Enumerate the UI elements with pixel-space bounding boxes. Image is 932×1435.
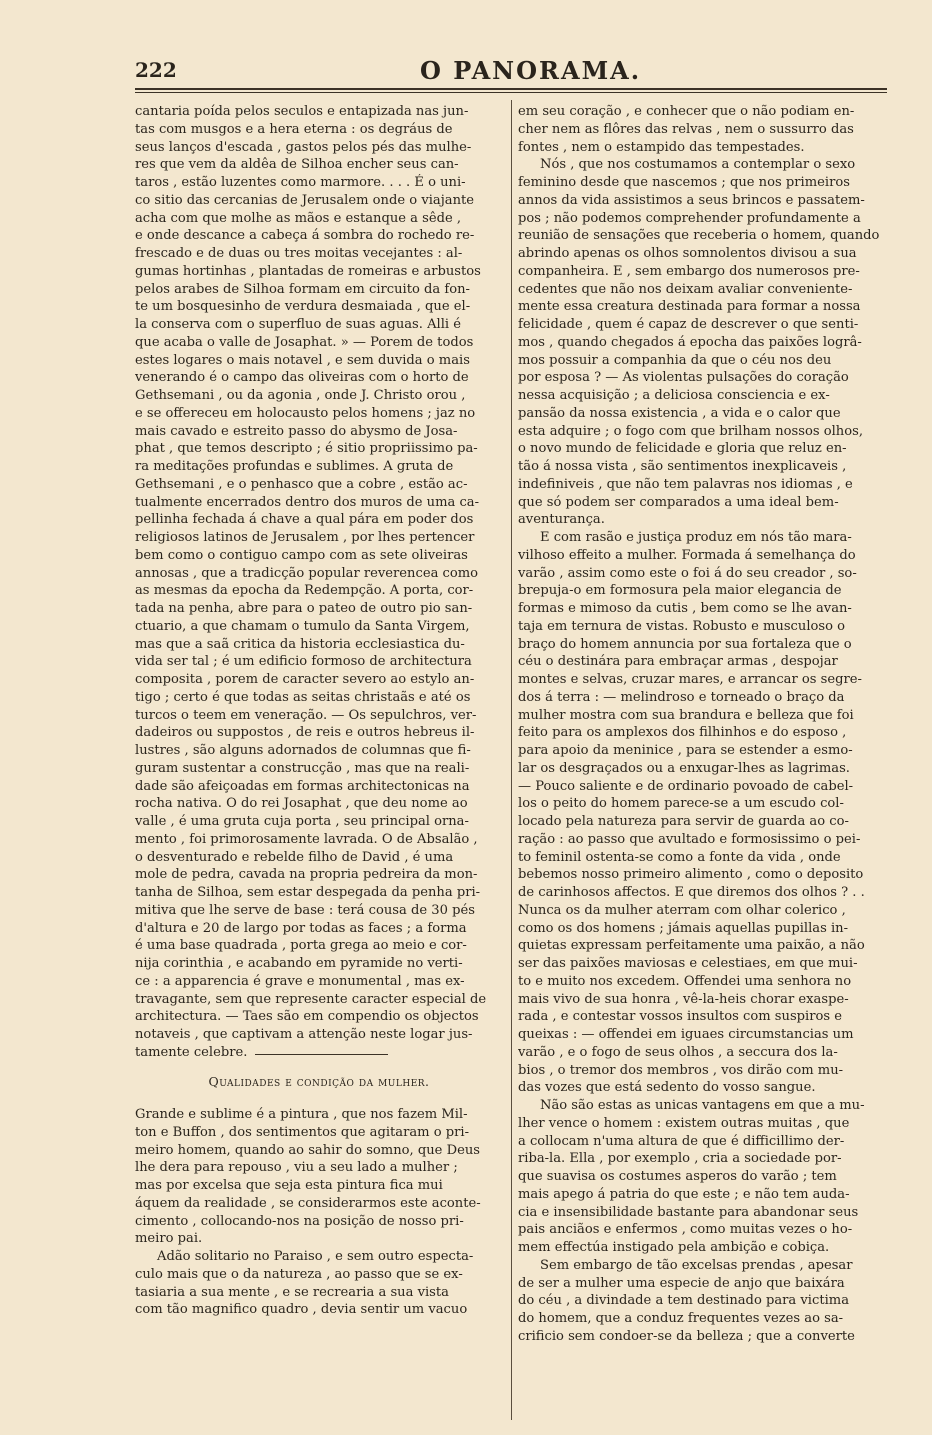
text-line: quietas expressam perfeitamente uma paixão, a não xyxy=(518,938,865,954)
text-line: mento , foi primorosamente lavrada. O de Absalão , xyxy=(135,831,478,847)
text-line: taros , estão luzentes como marmore. . . . É o uni- xyxy=(135,175,466,190)
text-line: mulher mostra com sua brandura e belleza que foi xyxy=(518,707,854,723)
text-line: tasiaria a sua mente , e se recrearia a sua vista xyxy=(135,1284,449,1300)
text-line: Nós , que nos costumamos a contemplar o sexo xyxy=(540,157,856,173)
text-line: composita , porem de caracter severo ao estylo an- xyxy=(135,672,475,687)
text-line: que acaba o valle de Josaphat. » — Porem de todos xyxy=(135,334,474,350)
text-line: Grande e sublime é a pintura , que nos fazem Mil- xyxy=(135,1107,468,1122)
text-line: tão á nossa vista , são sentimentos inexplicaveis , xyxy=(518,459,847,474)
text-line: turcos o teem em veneração. — Os sepulchros, ver- xyxy=(135,707,477,723)
text-line: felicidade , quem é capaz de descrever o que senti- xyxy=(518,317,859,332)
text-line: com tão magnifico quadro , devia sentir um vacuo xyxy=(135,1302,468,1318)
text-line: fontes , nem o estampido das tempestades. xyxy=(518,139,805,155)
text-line: que só podem ser comparados a uma ideal bem- xyxy=(518,494,839,510)
text-line: em seu coração , e conhecer que o não podiam en- xyxy=(518,104,855,119)
text-line: lher vence o homem : existem outras muitas , que xyxy=(518,1115,850,1131)
text-line: mos possuir a companhia da que o céu nos deu xyxy=(518,352,832,368)
text-line: mas por excelsa que seja esta pintura fica mui xyxy=(135,1178,443,1193)
text-line: indefiniveis , que não tem palavras nos idiomas , e xyxy=(518,476,853,492)
text-line: lhe dera para repouso , viu a seu lado a mulher ; xyxy=(135,1160,458,1176)
text-line: riba-la. Ella , por exemplo , cria a sociedade por- xyxy=(518,1151,842,1167)
text-line: varão , e o fogo de seus olhos , a seccura dos la- xyxy=(518,1044,838,1060)
text-line: cher nem as flôres das relvas , nem o sussurro das xyxy=(518,121,854,137)
text-line: ração : ao passo que avultado e formosissimo o pei- xyxy=(518,831,861,847)
text-line: pais anciãos e enfermos , como muitas vezes o ho- xyxy=(518,1222,853,1238)
text-line: áquem da realidade , se considerarmos este aconte- xyxy=(135,1195,481,1211)
text-line: cia e insensibilidade bastante para abandonar seus xyxy=(518,1204,859,1220)
text-line: los o peito do homem parece-se a um escudo col- xyxy=(518,796,844,812)
text-line: como os dos homens ; jámais aquellas pupillas in- xyxy=(518,920,849,936)
text-line: rocha nativa. O do rei Josaphat , que deu nome ao xyxy=(135,796,468,812)
text-line: as mesmas da epocha da Redempção. A porta, cor- xyxy=(135,583,474,599)
text-line: mais cavado e estreito passo do abysmo de Josa- xyxy=(135,423,458,439)
text-line: por esposa ? — As violentas pulsações do coração xyxy=(518,370,849,386)
text-line: estes logares o mais notavel , e sem duvida o mais xyxy=(135,352,470,368)
text-line: esta adquire ; o fogo com que brilham nossos olhos, xyxy=(518,423,863,439)
text-line: feito para os amplexos dos filhinhos e do esposo , xyxy=(518,725,847,741)
text-line: rada , e contestar vossos insultos com suspiros e xyxy=(518,1009,842,1025)
text-line: dade são afeiçoadas em formas architectonicas na xyxy=(135,778,470,794)
left-column-new-article xyxy=(135,1106,503,1319)
text-line: e onde descance a cabeça á sombra do rochedo re- xyxy=(135,228,475,244)
text-line: montes e selvas, cruzar mares, e arrancar os segre- xyxy=(518,672,862,687)
text-line: Gethsemani , e o penhasco que a cobre , estão ac- xyxy=(135,476,468,492)
text-line: religiosos latinos de Jerusalem , por lhes pertencer xyxy=(135,530,475,545)
text-line: phat , que temos descripto ; é sitio propriissimo pa- xyxy=(135,441,478,457)
text-line: E com rasão e justiça produz em nós tão mara- xyxy=(540,530,852,545)
text-line: bebemos nosso primeiro alimento , como o deposito xyxy=(518,867,864,883)
text-line: ton e Buffon , dos sentimentos que agitaram o pri- xyxy=(135,1124,470,1140)
text-line: de ser a mulher uma especie de anjo que baixára xyxy=(518,1275,845,1291)
text-line: do homem, que a conduz frequentes vezes ao sa- xyxy=(518,1311,844,1326)
text-line: d'altura e 20 de largo por todas as faces ; a forma xyxy=(135,920,467,936)
header-rule-thin xyxy=(135,92,887,93)
text-line: feminino desde que nascemos ; que nos primeiros xyxy=(518,175,850,190)
text-line: aventurança. xyxy=(518,512,605,528)
text-line: tas com musgos e a hera eterna : os degráus de xyxy=(135,121,453,137)
text-line: a collocam n'uma altura de que é difficillimo der- xyxy=(518,1133,845,1149)
text-line: annos da vida assistimos a seus brincos e passatem- xyxy=(518,192,865,208)
text-line: notaveis , que captivam a attenção neste logar jus- xyxy=(135,1027,473,1042)
text-line: ra meditações profundas e sublimes. A gruta de xyxy=(135,459,454,474)
text-line: acha com que molhe as mãos e estanque a sêde , xyxy=(135,210,462,226)
text-line: nessa acquisição ; a deliciosa consciencia e ex- xyxy=(518,388,830,403)
text-line: pos ; não podemos comprehender profundamente a xyxy=(518,210,861,226)
text-line: do céu , a divindade a tem destinado para victima xyxy=(518,1293,849,1309)
text-line: pansão da nossa existencia , a vida e o calor que xyxy=(518,405,841,421)
text-line: te um bosquesinho de verdura desmaiada , que el- xyxy=(135,299,471,315)
text-line: mais vivo de sua honra , vê-la-heis chorar exaspe- xyxy=(518,991,849,1007)
text-line: travagante, sem que represente caracter especial de xyxy=(135,991,487,1007)
text-line: Nunca os da mulher aterram com olhar colerico , xyxy=(518,902,846,918)
text-line: lar os desgraçados ou a enxugar-lhes as lagrimas. xyxy=(518,760,850,776)
text-line: o novo mundo de felicidade e gloria que reluz en- xyxy=(518,441,847,457)
text-line: que suavisa os costumes asperos do varão ; tem xyxy=(518,1169,837,1184)
text-line: varão , assim como este o foi á do seu creador , so- xyxy=(518,565,857,581)
text-line: co sitio das cercanias de Jerusalem onde o viajante xyxy=(135,192,475,208)
text-line: meiro pai. xyxy=(135,1231,203,1247)
text-line: Sem embargo de tão excelsas prendas , apesar xyxy=(540,1257,853,1273)
text-line: lustres , são alguns adornados de columnas que fi- xyxy=(135,743,471,758)
right-column-article xyxy=(518,103,886,1346)
text-line: venerando é o campo das oliveiras com o horto de xyxy=(135,370,469,386)
text-line: vilhoso effeito a mulher. Formada á semelhança do xyxy=(518,547,856,563)
text-line: cedentes que não nos deixam avaliar conveniente- xyxy=(518,281,853,297)
text-line: meiro homem, quando ao sahir do somno, que Deus xyxy=(135,1142,480,1158)
text-line: taja em ternura de vistas. Robusto e musculoso o xyxy=(518,618,846,634)
text-line: nija corinthia , e acabando em pyramide no verti- xyxy=(135,956,463,971)
text-line: la conserva com o superfluo de suas aguas. Alli é xyxy=(135,317,462,332)
text-line: dadeiros ou suppostos , de reis e outros hebreus il- xyxy=(135,725,475,741)
section-separator xyxy=(255,1054,388,1055)
text-line: mas que a saã critica da historia ecclesiastica du- xyxy=(135,636,465,652)
text-line: céu o destinára para embraçar armas , despojar xyxy=(518,654,838,670)
text-line: tanha de Silhoa, sem estar despegada da penha pri- xyxy=(135,885,481,900)
text-line: tigo ; certo é que todas as seitas christaãs e até os xyxy=(135,689,471,705)
text-line: pellinha fechada á chave a qual pára em poder dos xyxy=(135,512,474,528)
text-line: valle , é uma gruta cuja porta , seu principal orna- xyxy=(135,814,469,829)
text-line: das vozes que está sedento do vosso sangue. xyxy=(518,1080,816,1096)
text-line: mitiva que lhe serve de base : terá cousa de 30 pés xyxy=(135,902,475,918)
text-line: to feminil ostenta-se como a fonte da vida , onde xyxy=(518,849,841,865)
text-line: mais apego á patria do que este ; e não tem auda- xyxy=(518,1186,850,1202)
text-line: reunião de sensações que receberia o homem, quando xyxy=(518,228,880,244)
text-line: crificio sem condoer-se da belleza ; que a converte xyxy=(518,1328,855,1344)
text-line: e se offereceu em holocausto pelos homens ; jaz no xyxy=(135,405,476,421)
text-line: tada na penha, abre para o pateo de outro pio san- xyxy=(135,601,473,616)
text-line: ctuario, a que chamam o tumulo da Santa Virgem, xyxy=(135,618,470,634)
text-line: mem effectúa instigado pela ambição e cobiça. xyxy=(518,1240,830,1255)
text-line: ser das paixões maviosas e celestiaes, em que mui- xyxy=(518,956,858,971)
text-line: annosas , que a tradicção popular reverencea como xyxy=(135,565,479,581)
text-line: mente essa creatura destinada para formar a nossa xyxy=(518,299,861,315)
text-line: architectura. — Taes são em compendio os objectos xyxy=(135,1009,479,1025)
text-line: tualmente encerrados dentro dos muros de uma ca- xyxy=(135,494,480,510)
text-line: res que vem da aldêa de Silhoa encher seus can- xyxy=(135,157,459,173)
left-column-article xyxy=(135,103,503,1062)
text-line: brepuja-o em formosura pela maior elegancia de xyxy=(518,583,842,599)
text-line: Adão solitario no Paraiso , e sem outro especta- xyxy=(157,1249,474,1264)
text-line: to e muito nos excedem. Offendei uma senhora no xyxy=(518,973,852,989)
running-title: O PANORAMA. xyxy=(420,56,642,85)
text-line: culo mais que o da natureza , ao passo que se ex- xyxy=(135,1266,463,1282)
text-line: — Pouco saliente e de ordinario povoado de cabel- xyxy=(518,778,854,794)
text-line: formas e mimoso da cutis , bem como se lhe avan- xyxy=(518,601,852,616)
text-line: bios , o tremor dos membros , vos dirão com mu- xyxy=(518,1062,844,1078)
text-line: companheira. E , sem embargo dos numerosos pre- xyxy=(518,263,860,279)
text-line: gumas hortinhas , plantadas de romeiras e arbustos xyxy=(135,263,481,279)
text-line: frescado e de duas ou tres moitas vecejantes : al- xyxy=(135,246,463,261)
text-line: dos á terra : — melindroso e torneado o braço da xyxy=(518,689,845,705)
column-divider xyxy=(511,100,512,1420)
text-line: mole de pedra, cavada na propria pedreira da mon- xyxy=(135,867,478,883)
header-rule xyxy=(135,88,887,90)
text-line: para apoio da meninice , para se estender a esmo- xyxy=(518,743,853,758)
text-line: pelos arabes de Silhoa formam em circuito da fon- xyxy=(135,281,470,297)
text-line: locado pela natureza para servir de guarda ao co- xyxy=(518,814,849,829)
text-line: abrindo apenas os olhos somnolentos divisou a sua xyxy=(518,246,857,261)
text-line: queixas : — offendei em iguaes circumstancias um xyxy=(518,1027,854,1042)
section-title: Qualidades e condição da mulher. xyxy=(208,1074,430,1089)
page-header xyxy=(135,58,885,88)
text-line: Não são estas as unicas vantagens em que a mu- xyxy=(540,1098,865,1113)
text-line: é uma base quadrada , porta grega ao meio e cor- xyxy=(135,938,467,954)
text-line: bem como o contiguo campo com as sete oliveiras xyxy=(135,547,468,563)
text-line: mos , quando chegados á epocha das paixões logrâ- xyxy=(518,334,862,350)
text-line: cimento , collocando-nos na posição de nosso pri- xyxy=(135,1213,464,1229)
text-line: guram sustentar a construcção , mas que na reali- xyxy=(135,760,470,776)
text-line: ce : a apparencia é grave e monumental , mas ex- xyxy=(135,973,465,989)
text-line: seus lanços d'escada , gastos pelos pés das mulhe- xyxy=(135,139,472,155)
text-line: braço do homem annuncia por sua fortaleza que o xyxy=(518,636,852,652)
text-line: tamente celebre. xyxy=(135,1044,248,1060)
text-line: cantaria poída pelos seculos e entapizada nas jun- xyxy=(135,104,469,119)
text-line: Gethsemani , ou da agonia , onde J. Christo orou , xyxy=(135,388,466,403)
page-number: 222 xyxy=(135,58,177,82)
text-line: vida ser tal ; é um edificio formoso de architectura xyxy=(135,654,472,670)
text-line: de carinhosos affectos. E que diremos dos olhos ? . . xyxy=(518,885,865,900)
text-line: o desventurado e rebelde filho de David , é uma xyxy=(135,849,454,865)
